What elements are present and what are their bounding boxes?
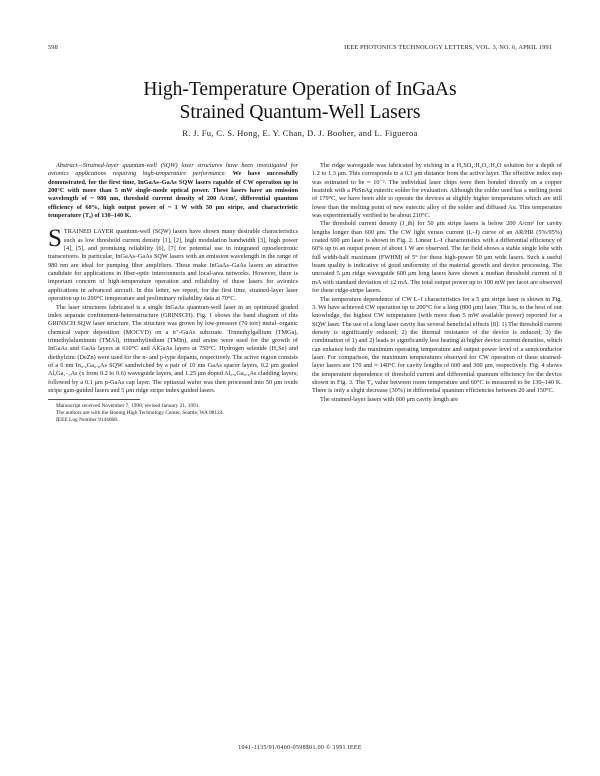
footnote-affiliation: The authors are with the Boeing High Technology Center, Seattle, WA 98124. bbox=[56, 410, 224, 417]
intro-paragraph bbox=[48, 225, 298, 303]
drop-cap: S bbox=[48, 225, 62, 253]
threshold-paragraph: The threshold current density (J_th) for 50 μm stripe lasers is below 200 A/cm² for cavity lengths longer than 600 μm. The CW light versus current (L–I) curve of an AR/HR (5%/95%) coated 600 μm laser is shown in Fig. 2. Linear L–I characteristics with a differential efficiency of 60% up to an output power of about 1 W are observed. The far field shows a stable single lobe with full width-half maximum (FWHM) of 5° for these high-power 50 μm wide lasers. Such a useful beam quality is indicative of good uniformity of the material growth and device processing. The uncoated 5 μm ridge waveguide 600 μm long lasers have shown a median threshold current of 8 mA with standard deviation of ±2 mA. The total output power up to 100 mW per facet are observed for these ridge-stripe lasers. bbox=[312, 220, 562, 295]
paper-title bbox=[0, 78, 600, 124]
doi-copyright-line: 1041-1135/91/0400-0598$01.00 © 1991 IEEE bbox=[238, 745, 362, 751]
title-line-1: High-Temperature Operation of InGaAs bbox=[143, 79, 457, 100]
fabrication-paragraph: The ridge waveguide was fabricated by etching in a H₂SO₄:H₂O₂:H₂O solution for a depth of 1.2 to 1.3 μm. This corresponds to a 0.3 μm distance from the active layer. The effective index step was estimated to be ≈ 10⁻². The individual laser chips were then bonded directly on a copper heatsink with a PbSnAg eutectic solder for evaluation. Although the solder used has a melting point of 179°C, we have been able to operate the devices at slightly higher temperatures which are still lower than the melting point of new eutectic alloy of the solder and diffused Au. This temperature was experimentally verified to be about 210°C. bbox=[312, 162, 562, 220]
abstract bbox=[48, 162, 298, 220]
footnote-received: Manuscript received November 7, 1990; revised January 21, 1991. bbox=[56, 403, 200, 410]
intro-smallcaps: TRAINED LAYER bbox=[63, 228, 114, 236]
intro-text: quantum-well (SQW) lasers have shown many desirable characteristics such as low threshold current density [1], [2], high modulation bandwidth [3], high power [4], [5], and promising reliability [6], [7] for potential use in integrated optoelectronic transceivers. In particular, InGaAs–GaAs SQW lasers with an emission wavelength in the range of 980 nm are ideal for pumping fiber amplifiers. These make InGaAs–GaAs lasers an attractive candidate for applications in fiber-optic interconnects and local-area networks. However, there is important concern of high-temperature operation and reliability of these lasers for avionics applications in advanced aircraft. In this letter, we report, for the first time, strained-layer laser operation up to 200°C temperature and preliminary reliability data at 70°C. bbox=[48, 228, 298, 303]
abstract-label: Abstract— bbox=[56, 162, 83, 169]
footnote-divider bbox=[48, 399, 140, 400]
journal-name: IEEE PHOTONICS TECHNOLOGY LETTERS, VOL. 3, NO. 6, APRIL 1991 bbox=[344, 44, 552, 51]
continuation-paragraph: The strained-layer lasers with 600 μm cavity length are bbox=[320, 395, 459, 403]
temperature-paragraph: The temperature dependence of CW L–I characteristics for a 5 μm stripe laser is shown in Fig. 3. We have achieved CW operation up to 200°C for a long (800 μm) laser. This is, to the best of our knowledge, the highest CW temperature (with more than 5 mW available power) reported for a SQW laser. The use of a long laser cavity has several beneficial effects [8]: 1) The threshold current density is significantly reduced; 2) the thermal resistance of the device is reduced; 3) the combination of 1) and 2) leads to significantly less heating at higher device current densities, which can enhance both the maximum operating temperature and output power level of a semiconductor laser. For comparison, the maximum temperatures observed for CW operation of these strained-layer lasers are 170 and ≈ 140°C for cavity lengths of 600 and 300 μm, respectively. Fig. 4 shows the temperature dependence of threshold current and differential quantum efficiency for the device shown in Fig. 3. The T₀ value between room temperature and 60°C is measured to be 130–140 K. There is only a slight decrease (30%) in differential quantum efficiencies between 20 and 150°C. bbox=[312, 295, 562, 395]
abstract-lead: Strained-layer quantum-well (SQW) laser structures have been investigated for avionics applications requiring high-temperature performance. bbox=[48, 162, 298, 178]
right-column bbox=[312, 162, 562, 404]
title-line-2: Strained Quantum-Well Lasers bbox=[179, 102, 421, 123]
left-column bbox=[48, 162, 298, 424]
structure-paragraph: The laser structures fabricated is a single InGaAs quantum-well laser in an optimized graded index separate confinement-heterostructure (GRINSCH). Fig. 1 shows the band diagram of this GRINSCH SQW laser structure. The structure was grown by low-pressure (70 torr) metal–organic chemical vapor deposition (MOCVD) on a n⁺-GaAs substrate. Trimethylgallium (TMGa), trimethylaluminum (TMAl), trimethylindium (TMIn), and arsine were used for the growth of InGaAs and GaAs layers at 610°C and AlGaAs layers at 750°C. Hydrogen selenide (H₂Se) and diethylzinc (DeZn) were used for the n- and p-type dopants, respectively. The active region consists of a 6 nm In₀.₂Ga₀.₈As SQW sandwiched by a pair of 10 nm GaAs spacer layers, 0.2 μm graded AlₓGa₁₋ₓAs (x from 0.2 to 0.6) waveguide layers, and 1.25 μm doped Al₀.₆Ga₀.₄As cladding layers; followed by a 0.1 μm p-GaAs cap layer. The epitaxial wafer was then processed into 50 μm oxide stripe gain-guided lasers and 5 μm ridge stripe index guided lasers. bbox=[48, 303, 298, 394]
running-header bbox=[48, 44, 552, 56]
author-list: R. J. Fu, C. S. Hong, E. Y. Chan, D. J. Booher, and L. Figueroa bbox=[182, 128, 418, 138]
footnote-log-number: IEEE Log Number 9144068. bbox=[56, 417, 119, 424]
page-number: 598 bbox=[48, 44, 58, 51]
abstract-body: We have successfully demonstrated, for the first time, InGaAs–GaAs SQW lasers capable of CW operation up to 200°C with more than 5 mW single-mode optical power. These lasers have an emission wavelength of ~ 980 nm, threshold current density of 200 A/cm², differential quantum efficiency of 60%, high output power of ~ 1 W with 50 μm stripe, and characteristic temperature (T₀) of 130–140 K. bbox=[48, 170, 299, 220]
